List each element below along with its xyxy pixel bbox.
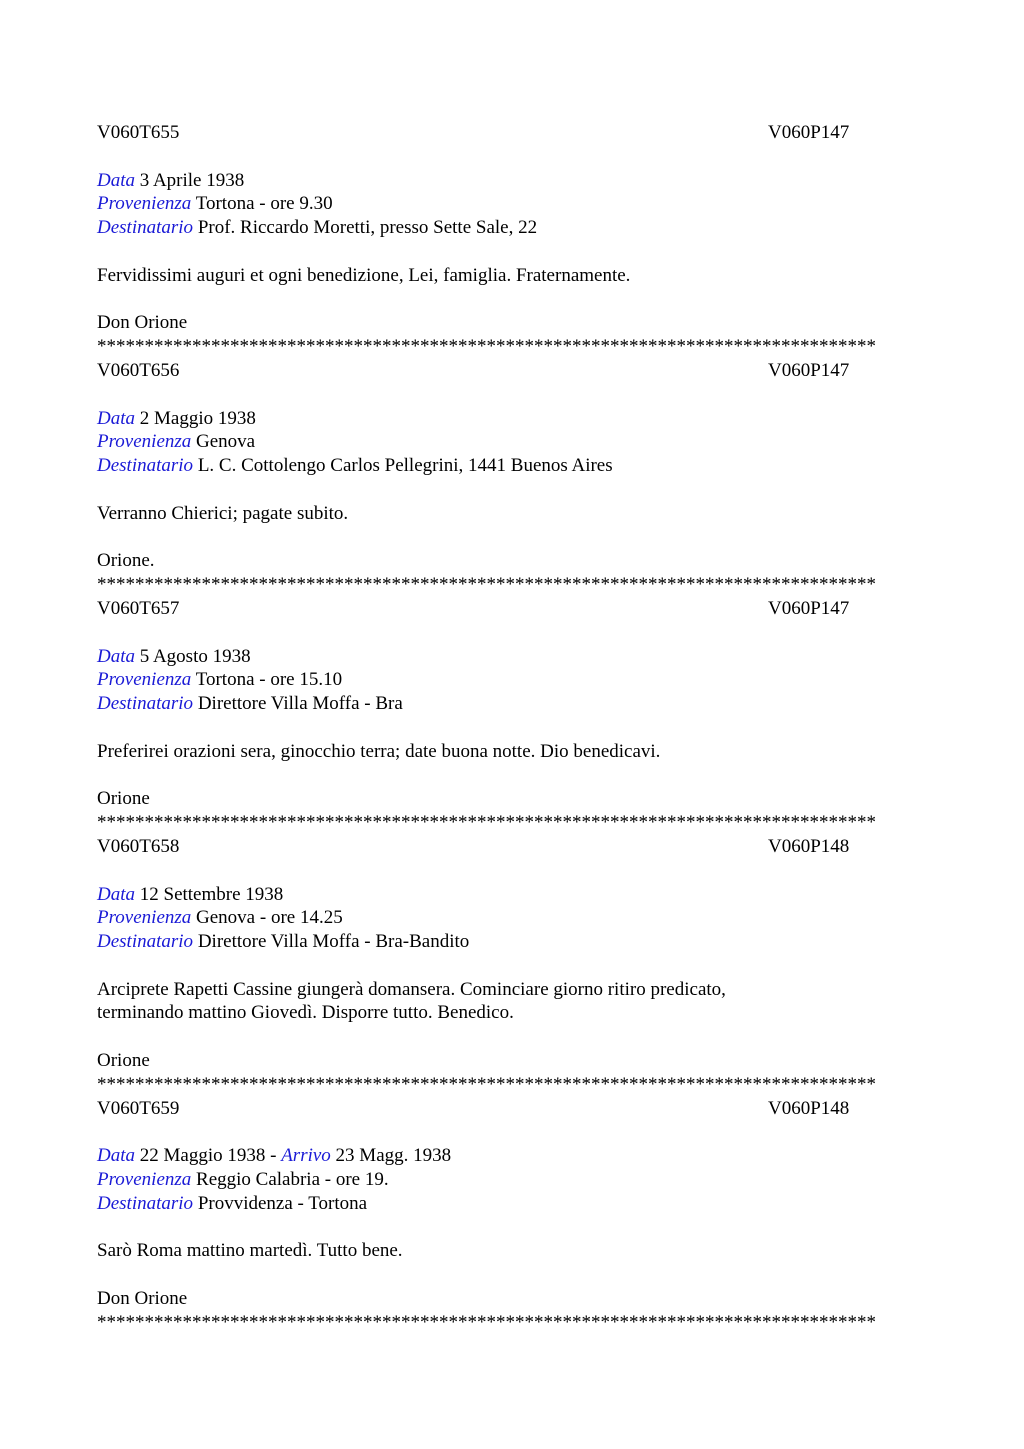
recipient-label: Destinatario [97, 217, 194, 239]
recipient-label: Destinatario [97, 693, 194, 715]
message-body-line-2: terminando mattino Giovedì. Disporre tutto. Benedico. [97, 1002, 514, 1024]
message-body: Verranno Chierici; pagate subito. [97, 502, 349, 524]
origin-label: Provenienza [97, 907, 192, 929]
separator: ********************************************************************************** [97, 1311, 876, 1333]
telegram-entry [97, 121, 927, 359]
entry-header [97, 121, 927, 145]
origin-label: Provenienza [97, 431, 192, 453]
origin-value: Genova [196, 431, 256, 453]
separator: ********************************************************************************** [97, 574, 876, 596]
date-line [97, 169, 927, 193]
signature: Orione. [97, 550, 155, 572]
entry-code: V060T657 [97, 597, 180, 619]
origin-line [97, 668, 927, 692]
recipient-value: L. C. Cottolengo Carlos Pellegrini, 1441 Buenos Aires [197, 455, 613, 477]
date-label: Data [97, 169, 135, 191]
separator: ********************************************************************************** [97, 812, 876, 834]
arrival-value: 23 Magg. 1938 [335, 1145, 452, 1167]
date-label: Data [97, 1145, 135, 1167]
message-body-line-1: Arciprete Rapetti Cassine giungerà domansera. Cominciare giorno ritiro predicato, [97, 978, 726, 1000]
recipient-line [97, 454, 927, 478]
recipient-value: Provvidenza - Tortona [197, 1192, 368, 1214]
recipient-line [97, 930, 927, 954]
origin-line [97, 430, 927, 454]
entry-page-ref: V060P147 [768, 597, 850, 619]
date-value: 22 Maggio 1938 - [139, 1145, 282, 1167]
date-value: 5 Agosto 1938 [139, 645, 251, 667]
entry-header [97, 1097, 927, 1121]
signature: Don Orione [97, 1288, 188, 1310]
recipient-value: Prof. Riccardo Moretti, presso Sette Sale, 22 [197, 217, 538, 239]
date-value: 12 Settembre 1938 [139, 883, 284, 905]
entry-code: V060T655 [97, 122, 180, 143]
date-label: Data [97, 645, 135, 667]
document-page [97, 121, 927, 1335]
signature: Orione [97, 1050, 150, 1072]
recipient-label: Destinatario [97, 1192, 194, 1214]
entry-page-ref: V060P147 [768, 359, 850, 381]
message-body: Preferirei orazioni sera, ginocchio terra; date buona notte. Dio benedicavi. [97, 740, 661, 762]
recipient-line [97, 216, 927, 240]
date-value: 2 Maggio 1938 [139, 407, 256, 429]
date-line [97, 645, 927, 669]
entry-page-ref: V060P148 [768, 1097, 850, 1119]
recipient-value: Direttore Villa Moffa - Bra-Bandito [197, 931, 470, 953]
message-body: Fervidissimi auguri et ogni benedizione, Lei, famiglia. Fraternamente. [97, 264, 631, 286]
origin-label: Provenienza [97, 669, 192, 691]
date-line [97, 407, 927, 431]
origin-label: Provenienza [97, 193, 192, 215]
entry-header [97, 835, 927, 859]
recipient-line [97, 1192, 927, 1216]
recipient-line [97, 692, 927, 716]
origin-value: Reggio Calabria - ore 19. [196, 1169, 389, 1191]
date-line [97, 883, 927, 907]
date-value: 3 Aprile 1938 [139, 169, 245, 191]
separator: ********************************************************************************** [97, 336, 876, 358]
entry-header [97, 359, 927, 383]
telegram-entry [97, 1097, 927, 1335]
date-line [97, 1144, 927, 1168]
origin-value: Tortona - ore 9.30 [195, 193, 333, 215]
date-label: Data [97, 407, 135, 429]
entry-page-ref: V060P147 [768, 122, 850, 143]
origin-line [97, 1168, 927, 1192]
entry-page-ref: V060P148 [768, 835, 850, 857]
telegram-entry [97, 597, 927, 835]
entry-code: V060T659 [97, 1097, 180, 1119]
message-body: Sarò Roma mattino martedì. Tutto bene. [97, 1240, 403, 1262]
origin-value: Tortona - ore 15.10 [195, 669, 343, 691]
origin-line [97, 906, 927, 930]
origin-line [97, 192, 927, 216]
origin-value: Genova - ore 14.25 [196, 907, 343, 929]
arrival-label: Arrivo [281, 1145, 331, 1167]
telegram-entry [97, 835, 927, 1097]
entry-header [97, 597, 927, 621]
signature: Orione [97, 788, 150, 810]
recipient-label: Destinatario [97, 455, 194, 477]
telegram-entry [97, 359, 927, 597]
separator: ********************************************************************************** [97, 1073, 876, 1095]
date-label: Data [97, 883, 135, 905]
signature: Don Orione [97, 312, 188, 334]
entry-code: V060T656 [97, 359, 180, 381]
recipient-label: Destinatario [97, 931, 194, 953]
entry-code: V060T658 [97, 835, 180, 857]
recipient-value: Direttore Villa Moffa - Bra [197, 693, 403, 715]
origin-label: Provenienza [97, 1169, 192, 1191]
